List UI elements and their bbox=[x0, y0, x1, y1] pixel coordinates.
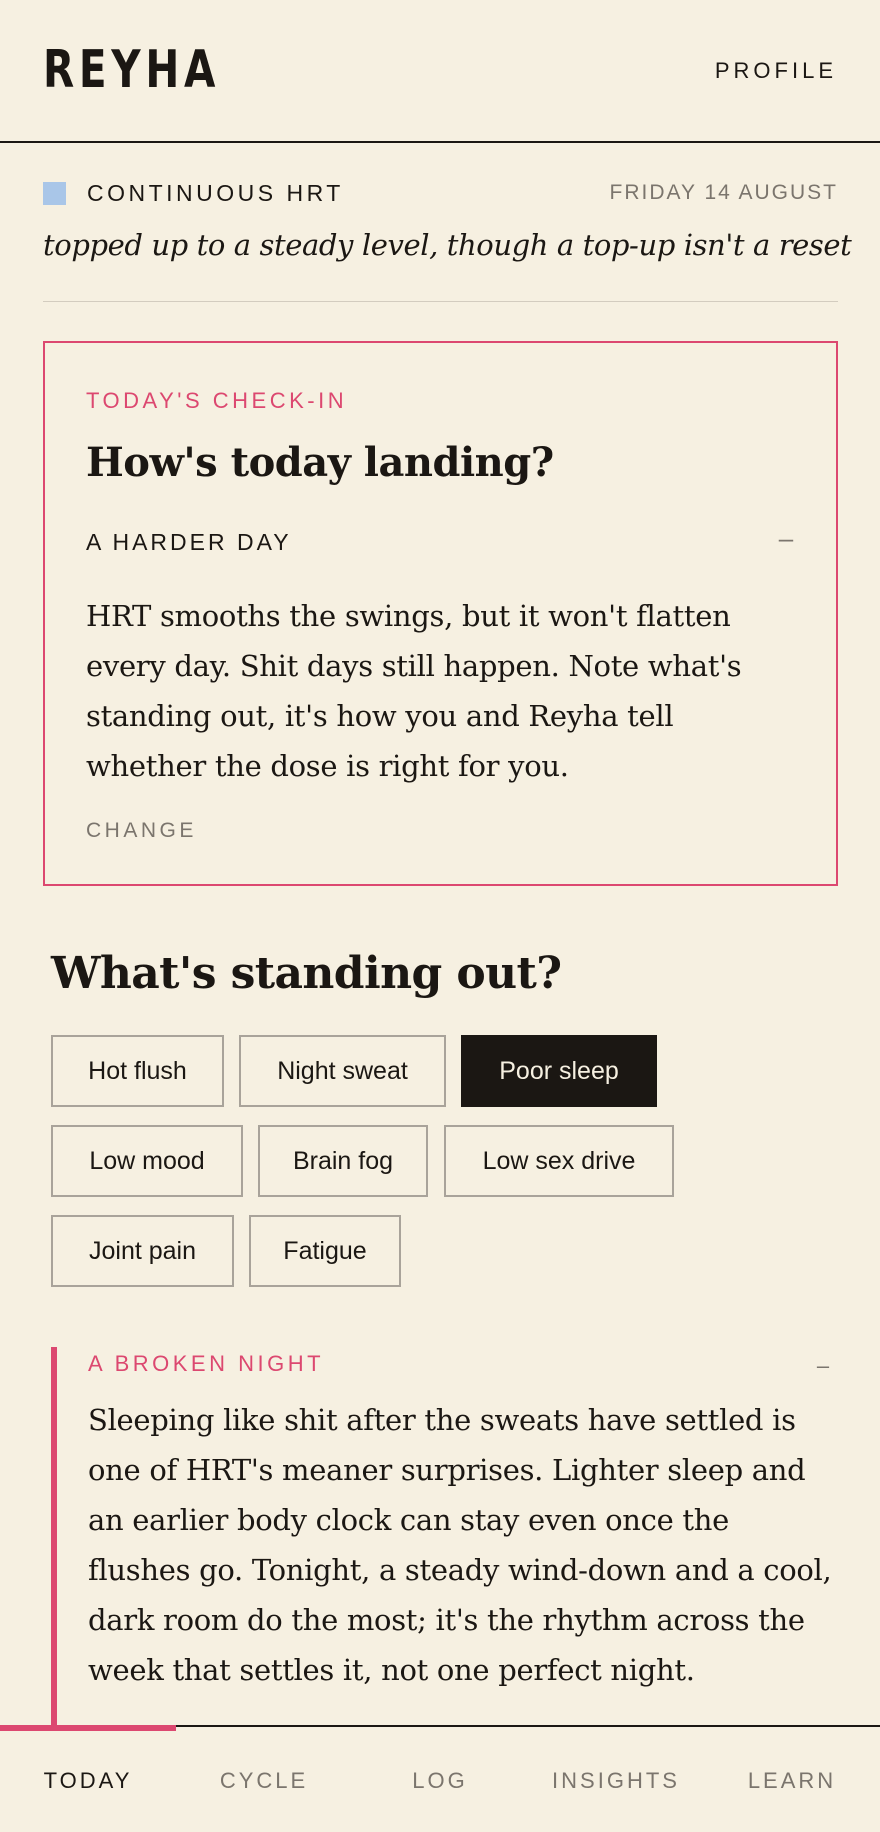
divider bbox=[43, 301, 838, 302]
checkin-card bbox=[43, 341, 838, 886]
mood-label: A HARDER DAY bbox=[86, 529, 292, 555]
status-color-swatch bbox=[43, 182, 66, 205]
checkin-title: How's today landing? bbox=[86, 439, 554, 486]
nav-tab-cycle[interactable]: CYCLE bbox=[176, 1727, 352, 1832]
checkin-kicker: TODAY'S CHECK-IN bbox=[86, 388, 348, 413]
nav-tab-today[interactable]: TODAY bbox=[0, 1727, 176, 1832]
app-logo: REYHA bbox=[43, 40, 221, 100]
insight-kicker: A BROKEN NIGHT bbox=[88, 1351, 325, 1376]
treatment-status bbox=[43, 180, 838, 208]
symptom-chip-low-sex-drive[interactable]: Low sex drive bbox=[444, 1125, 674, 1197]
checkin-message: HRT smooths the swings, but it won't flatten every day. Shit days still happen. Note what's standing out, it's how you and Reyha tell whether the dose is right for you. bbox=[86, 599, 742, 783]
bottom-nav bbox=[0, 1725, 880, 1832]
nav-tab-learn[interactable]: LEARN bbox=[704, 1727, 880, 1832]
symptom-insight bbox=[51, 1347, 838, 1727]
insight-body: Sleeping like shit after the sweats have settled is one of HRT's meaner surprises. Lighter sleep and an earlier body clock can stay even once the flushes go. Tonight, a steady wind-down and a cool, dark room do the most; it's the rhythm across the week that settles it, not one perfect night. bbox=[88, 1403, 832, 1687]
collapse-icon[interactable]: – bbox=[771, 523, 801, 553]
treatment-label: CONTINUOUS HRT bbox=[87, 180, 344, 206]
symptom-chip-low-mood[interactable]: Low mood bbox=[51, 1125, 243, 1197]
symptom-chip-hot-flush[interactable]: Hot flush bbox=[51, 1035, 224, 1107]
change-mood-button[interactable]: CHANGE bbox=[86, 819, 197, 842]
symptoms-title: What's standing out? bbox=[51, 948, 562, 999]
profile-button[interactable]: PROFILE bbox=[714, 58, 837, 83]
symptom-chip-brain-fog[interactable]: Brain fog bbox=[258, 1125, 428, 1197]
collapse-icon[interactable]: – bbox=[808, 1351, 838, 1381]
symptom-chip-joint-pain[interactable]: Joint pain bbox=[51, 1215, 234, 1287]
symptom-chip-night-sweat[interactable]: Night sweat bbox=[239, 1035, 446, 1107]
app-header bbox=[0, 0, 880, 143]
current-date: FRIDAY 14 AUGUST bbox=[609, 181, 838, 204]
symptom-chip-poor-sleep[interactable]: Poor sleep bbox=[461, 1035, 657, 1107]
treatment-note: topped up to a steady level, though a top-up isn't a reset bbox=[43, 228, 852, 262]
selected-mood[interactable] bbox=[86, 523, 801, 559]
symptom-chip-fatigue[interactable]: Fatigue bbox=[249, 1215, 401, 1287]
nav-tab-log[interactable]: LOG bbox=[352, 1727, 528, 1832]
nav-tab-insights[interactable]: INSIGHTS bbox=[528, 1727, 704, 1832]
